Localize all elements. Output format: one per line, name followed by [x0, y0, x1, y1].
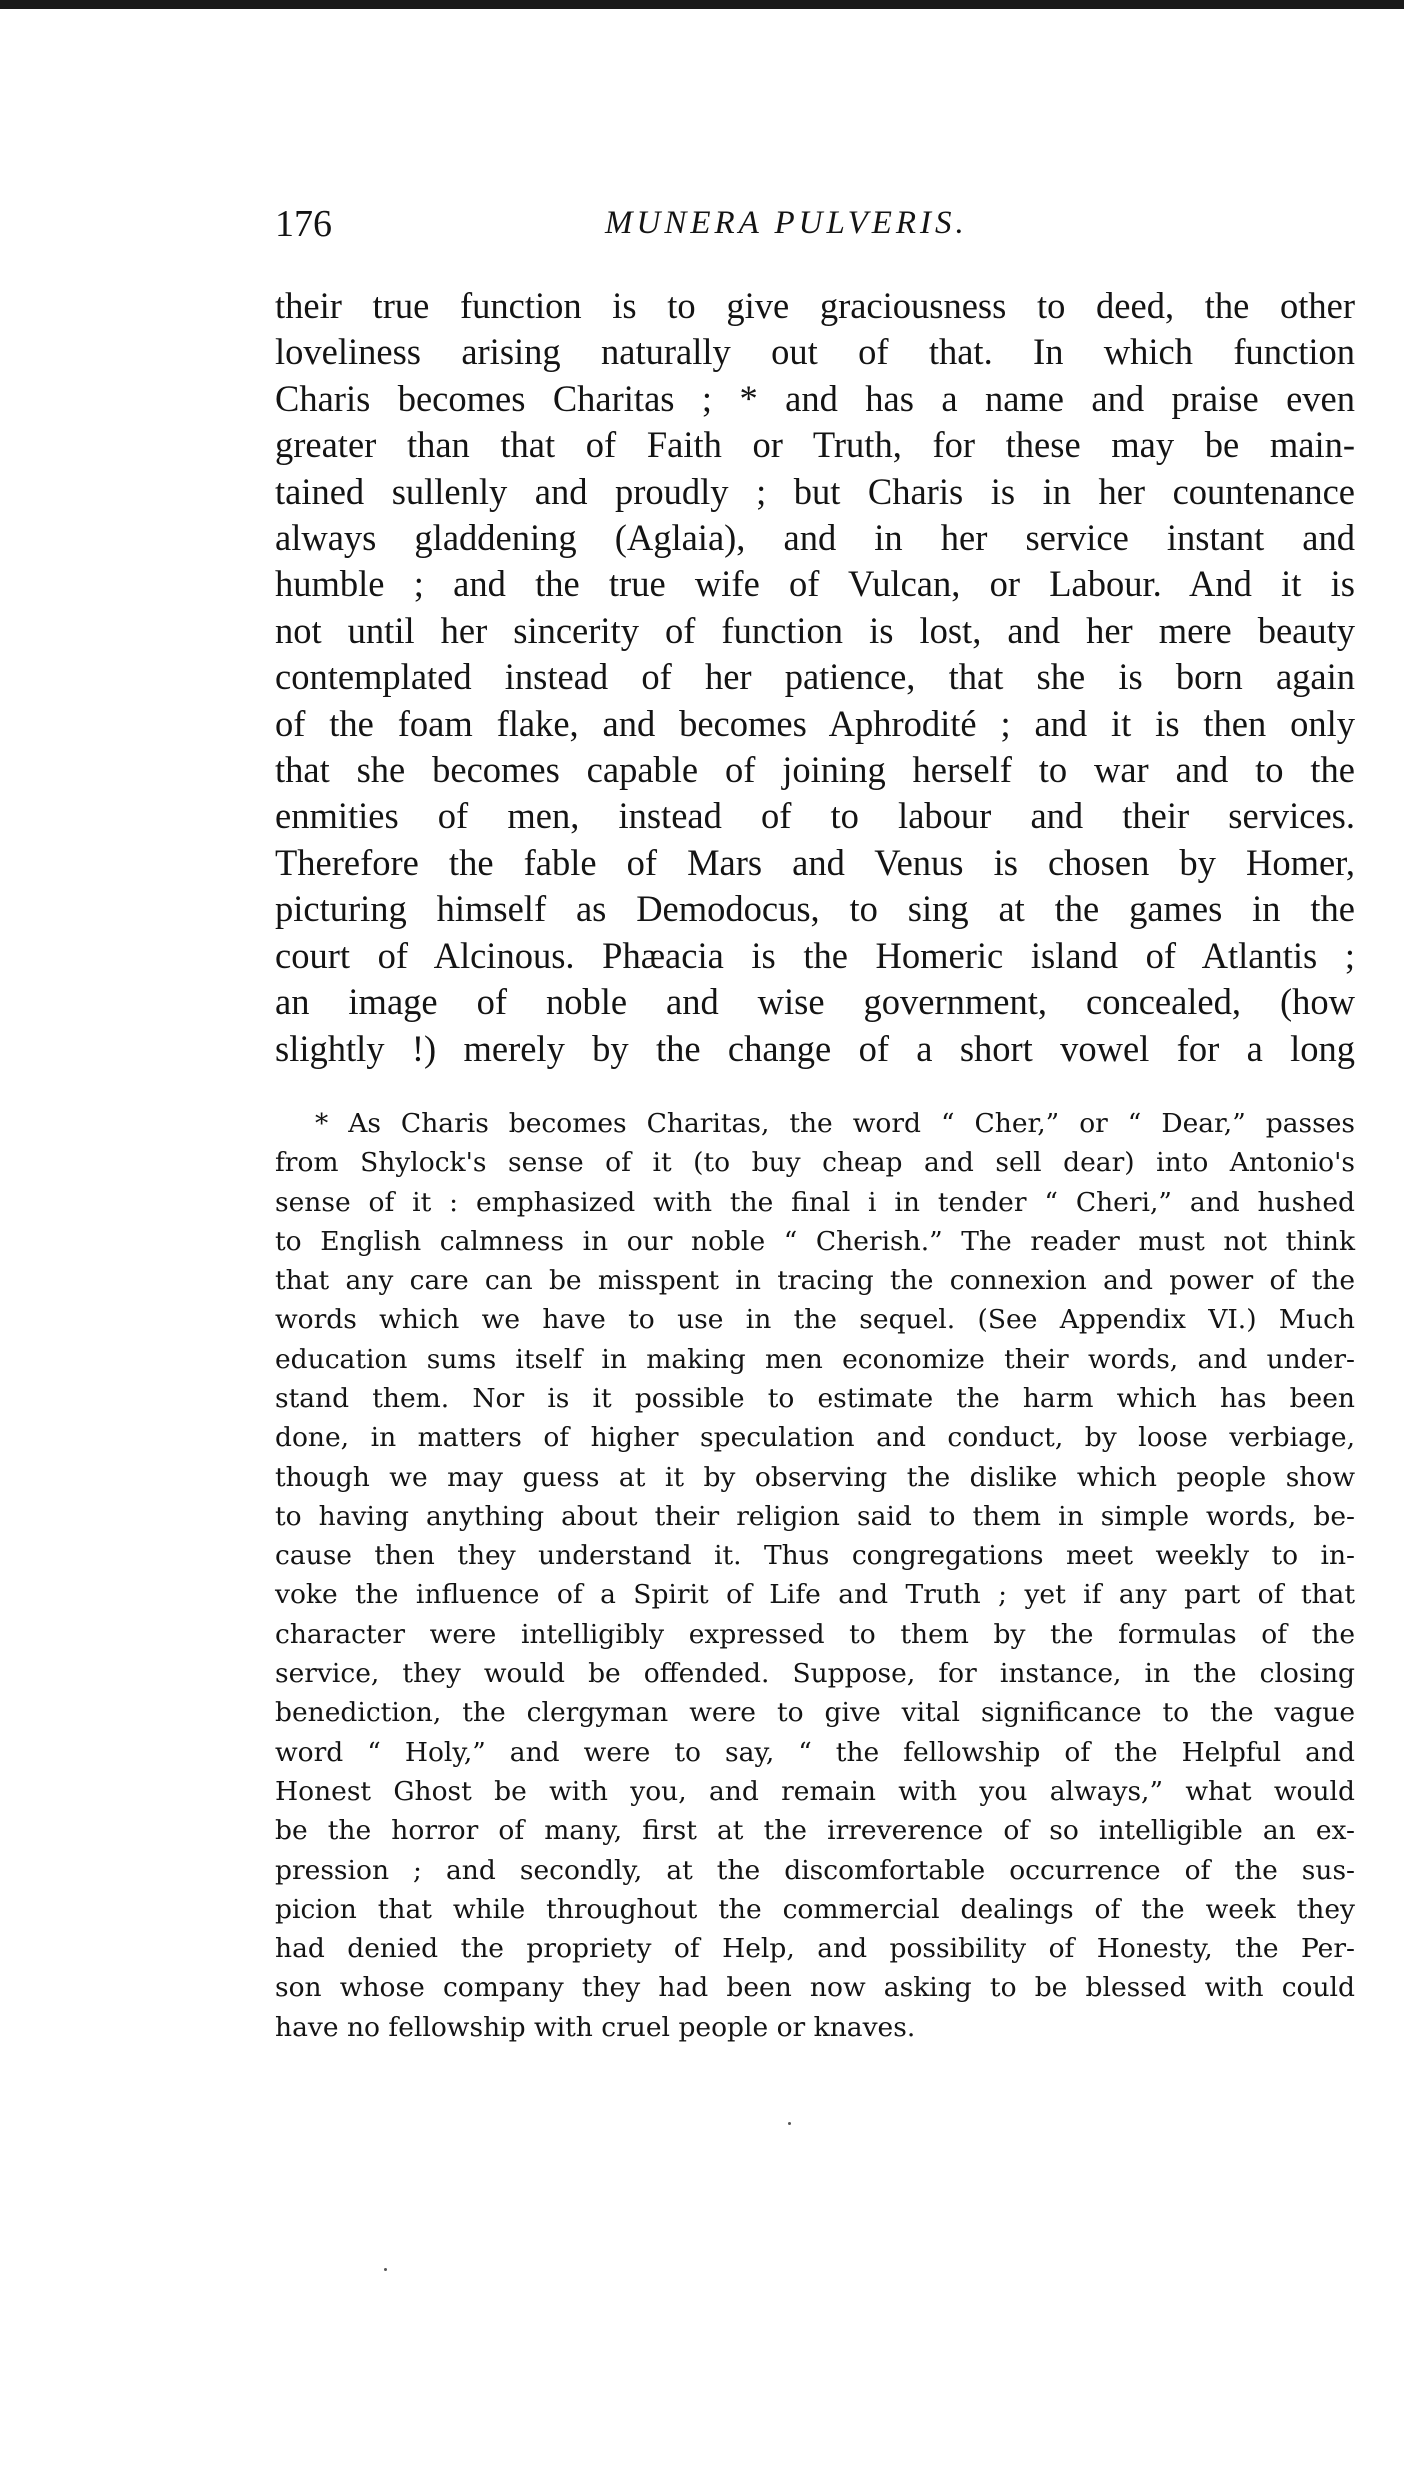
footnote-line: had denied the propriety of Help, and possibility of Honesty, the Per- [275, 1933, 1355, 1965]
footnote-line: service, they would be offended. Suppose, for instance, in the closing [275, 1658, 1355, 1690]
body-line: of the foam flake, and becomes Aphrodité ; and it is then only [275, 702, 1355, 744]
body-line: an image of noble and wise government, concealed, (how [275, 981, 1355, 1023]
footnote-line: word “ Holy,” and were to say, “ the fellowship of the Helpful and [275, 1736, 1355, 1768]
body-line: greater than that of Faith or Truth, for these may be main- [275, 424, 1355, 466]
footnote-line: Honest Ghost be with you, and remain with you always,” what would [275, 1775, 1355, 1807]
body-line: enmities of men, instead of to labour and their services. [275, 795, 1355, 837]
footnote-line: character were intelligibly expressed to them by the formulas of the [275, 1618, 1355, 1650]
footnote-line: that any care can be misspent in tracing the connexion and power of the [275, 1265, 1355, 1297]
paper-speck [788, 2122, 791, 2125]
body-line: slightly !) merely by the change of a short vowel for a long [275, 1027, 1355, 1069]
footnote-line: words which we have to use in the sequel. (See Appendix VI.) Much [275, 1304, 1355, 1336]
book-page [275, 205, 1355, 2047]
footnote-line: son whose company they had been now asking to be blessed with could [275, 1972, 1355, 2004]
footnote-line: done, in matters of higher speculation and conduct, by loose verbiage, [275, 1422, 1355, 1454]
footnote-line: pression ; and secondly, at the discomfortable occurrence of the sus- [275, 1854, 1355, 1886]
body-line: loveliness arising naturally out of that. In which function [275, 331, 1355, 373]
page-number: 176 [275, 203, 332, 245]
body-line: Charis becomes Charitas ; * and has a name and praise even [275, 377, 1355, 419]
body-line: not until her sincerity of function is lost, and her mere beauty [275, 609, 1355, 651]
footnote-line: from Shylock's sense of it (to buy cheap and sell dear) into Antonio's [275, 1147, 1355, 1179]
footnote-line: benediction, the clergyman were to give vital significance to the vague [275, 1697, 1355, 1729]
footnote-line: education sums itself in making men economize their words, and under- [275, 1343, 1355, 1375]
footnote-line: stand them. Nor is it possible to estimate the harm which has been [275, 1382, 1355, 1414]
footnote-line: to English calmness in our noble “ Cherish.” The reader must not think [275, 1225, 1355, 1257]
body-text [275, 283, 1355, 1072]
top-edge-rule [0, 0, 1404, 9]
footnote-line: voke the influence of a Spirit of Life and Truth ; yet if any part of that [275, 1579, 1355, 1611]
footnote-line: cause then they understand it. Thus congregations meet weekly to in- [275, 1540, 1355, 1572]
page-header [275, 205, 1355, 253]
footnote-line: though we may guess at it by observing the dislike which people show [275, 1461, 1355, 1493]
footnote-line: to having anything about their religion said to them in simple words, be- [275, 1500, 1355, 1532]
footnote-line: * As Charis becomes Charitas, the word “ Cher,” or “ Dear,” passes [315, 1107, 1355, 1139]
body-line: always gladdening (Aglaia), and in her service instant and [275, 517, 1355, 559]
footnote-line: have no fellowship with cruel people or knaves. [275, 2011, 916, 2043]
footnote-line: sense of it : emphasized with the final i in tender “ Cheri,” and hushed [275, 1186, 1355, 1218]
footnote-line: be the horror of many, first at the irreverence of so intelligible an ex- [275, 1815, 1355, 1847]
body-line: tained sullenly and proudly ; but Charis is in her countenance [275, 470, 1355, 512]
footnote [275, 1104, 1355, 2047]
body-line: contemplated instead of her patience, that she is born again [275, 656, 1355, 698]
body-line: picturing himself as Demodocus, to sing at the games in the [275, 888, 1355, 930]
body-line: Therefore the fable of Mars and Venus is chosen by Homer, [275, 841, 1355, 883]
body-line: their true function is to give graciousness to deed, the other [275, 285, 1355, 326]
running-head: MUNERA PULVERIS. [605, 205, 968, 241]
body-line: court of Alcinous. Phæacia is the Homeric island of Atlantis ; [275, 934, 1355, 976]
body-line: humble ; and the true wife of Vulcan, or Labour. And it is [275, 563, 1355, 605]
footnote-line: picion that while throughout the commercial dealings of the week they [275, 1893, 1355, 1925]
body-line: that she becomes capable of joining herself to war and to the [275, 749, 1355, 791]
paper-speck [384, 2268, 387, 2271]
